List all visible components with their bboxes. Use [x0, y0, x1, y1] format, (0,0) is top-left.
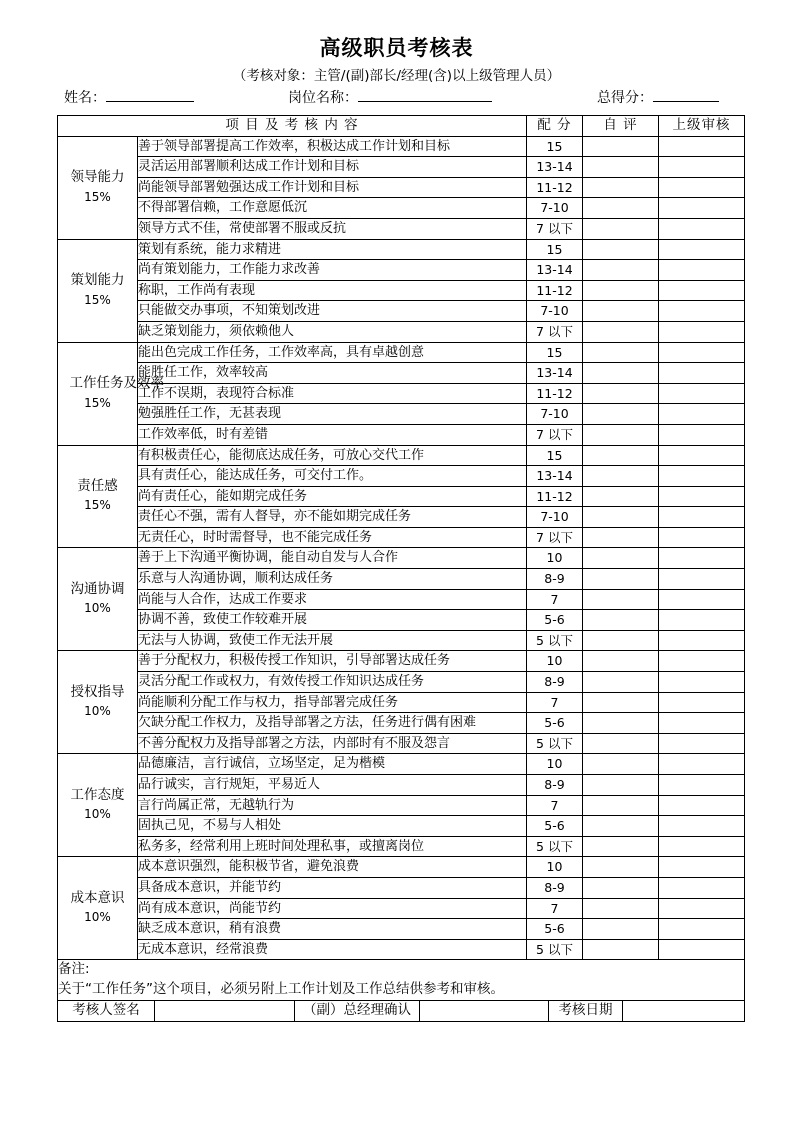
criterion-description: 尚能领导部署勉强达成工作计划和目标 [138, 177, 527, 198]
assessment-date-label: 考核日期 [549, 1001, 623, 1022]
criterion-description: 工作不误期，表现符合标准 [138, 383, 527, 404]
self-eval-cell[interactable] [583, 198, 659, 219]
criterion-description: 缺乏成本意识，稍有浪费 [138, 919, 527, 940]
table-row [58, 754, 745, 775]
category-weight: 15% [84, 395, 111, 410]
table-row [58, 877, 745, 898]
criterion-score: 5 以下 [527, 939, 583, 960]
table-row [58, 342, 745, 363]
criterion-score: 5 以下 [527, 630, 583, 651]
superior-review-cell[interactable] [659, 630, 745, 651]
criterion-description: 协调不善，致使工作较难开展 [138, 610, 527, 631]
criterion-score: 8-9 [527, 569, 583, 590]
superior-review-cell[interactable] [659, 733, 745, 754]
criterion-description: 善于分配权力，积极传授工作知识，引导部署达成任务 [138, 651, 527, 672]
superior-review-cell[interactable] [659, 857, 745, 878]
self-eval-cell[interactable] [583, 836, 659, 857]
superior-review-cell[interactable] [659, 610, 745, 631]
criterion-score: 15 [527, 239, 583, 260]
table-row [58, 486, 745, 507]
category-cell [58, 136, 138, 239]
criterion-description: 称职，工作尚有表现 [138, 280, 527, 301]
criterion-description: 灵活分配工作或权力，有效传授工作知识达成任务 [138, 672, 527, 693]
criterion-description: 无成本意识，经常浪费 [138, 939, 527, 960]
self-eval-cell[interactable] [583, 548, 659, 569]
superior-review-cell[interactable] [659, 569, 745, 590]
table-row [58, 610, 745, 631]
criterion-score: 10 [527, 754, 583, 775]
self-eval-cell[interactable] [583, 260, 659, 281]
superior-review-cell[interactable] [659, 445, 745, 466]
header-item: 项 目 及 考 核 内 容 [58, 116, 527, 137]
table-row [58, 836, 745, 857]
category-weight: 10% [84, 601, 111, 616]
table-row [58, 218, 745, 239]
criterion-score: 7-10 [527, 198, 583, 219]
table-row [58, 630, 745, 651]
criterion-score: 15 [527, 342, 583, 363]
category-name: 工作态度 [70, 786, 125, 803]
category-name: 授权指导 [70, 683, 125, 700]
criterion-score: 10 [527, 548, 583, 569]
category-name: 工作任务及效率 [69, 374, 164, 391]
table-row [58, 857, 745, 878]
superior-review-cell[interactable] [659, 816, 745, 837]
superior-review-cell[interactable] [659, 548, 745, 569]
criterion-score: 7-10 [527, 507, 583, 528]
superior-review-cell[interactable] [659, 898, 745, 919]
superior-review-cell[interactable] [659, 321, 745, 342]
superior-review-cell[interactable] [659, 198, 745, 219]
category-cell [58, 445, 138, 548]
self-eval-cell[interactable] [583, 445, 659, 466]
form-title: 高级职员考核表 [319, 36, 474, 60]
self-eval-cell[interactable] [583, 466, 659, 487]
self-eval-cell[interactable] [583, 939, 659, 960]
category-weight: 15% [84, 292, 111, 307]
superior-review-cell[interactable] [659, 919, 745, 940]
criterion-description: 工作效率低，时有差错 [138, 424, 527, 445]
table-row [58, 672, 745, 693]
table-row [58, 301, 745, 322]
table-row [58, 280, 745, 301]
superior-review-cell[interactable] [659, 404, 745, 425]
criterion-score: 11-12 [527, 177, 583, 198]
criterion-description: 能胜任工作，效率较高 [138, 363, 527, 384]
superior-review-cell[interactable] [659, 157, 745, 178]
self-eval-cell[interactable] [583, 610, 659, 631]
criterion-score: 8-9 [527, 877, 583, 898]
category-weight: 10% [84, 704, 111, 719]
table-row [58, 177, 745, 198]
criterion-description: 勉强胜任工作，无甚表现 [138, 404, 527, 425]
criterion-description: 尚有责任心，能如期完成任务 [138, 486, 527, 507]
total-score-input-line[interactable] [653, 86, 719, 102]
self-eval-cell[interactable] [583, 630, 659, 651]
category-cell [58, 754, 138, 857]
header-self-eval: 自 评 [583, 116, 659, 137]
superior-review-cell[interactable] [659, 466, 745, 487]
self-eval-cell[interactable] [583, 816, 659, 837]
criterion-description: 品德廉洁，言行诚信，立场坚定，足为楷模 [138, 754, 527, 775]
table-row [58, 795, 745, 816]
self-eval-cell[interactable] [583, 733, 659, 754]
criterion-score: 13-14 [527, 260, 583, 281]
position-input-line[interactable] [358, 86, 492, 102]
self-eval-cell[interactable] [583, 795, 659, 816]
superior-review-cell[interactable] [659, 239, 745, 260]
name-field [64, 86, 194, 106]
table-row [58, 816, 745, 837]
position-label: 岗位名称： [288, 90, 358, 106]
self-eval-cell[interactable] [583, 713, 659, 734]
superior-review-cell[interactable] [659, 836, 745, 857]
criterion-description: 具有责任心，能达成任务，可交付工作。 [138, 466, 527, 487]
self-eval-cell[interactable] [583, 280, 659, 301]
self-eval-cell[interactable] [583, 239, 659, 260]
criterion-description: 能出色完成工作任务，工作效率高，具有卓越创意 [138, 342, 527, 363]
signature-row [58, 1001, 745, 1022]
criterion-score: 7 [527, 795, 583, 816]
criterion-score: 11-12 [527, 383, 583, 404]
superior-review-cell[interactable] [659, 713, 745, 734]
signature-table [57, 1000, 745, 1022]
table-row [58, 260, 745, 281]
category-cell [58, 342, 164, 445]
criterion-description: 有积极责任心，能彻底达成任务，可放心交代工作 [138, 445, 527, 466]
category-weight: 15% [84, 498, 111, 513]
self-eval-cell[interactable] [583, 569, 659, 590]
table-row [58, 919, 745, 940]
criterion-description: 无法与人协调，致使工作无法开展 [138, 630, 527, 651]
self-eval-cell[interactable] [583, 775, 659, 796]
criterion-score: 15 [527, 136, 583, 157]
superior-review-cell[interactable] [659, 280, 745, 301]
table-row [58, 445, 745, 466]
superior-review-cell[interactable] [659, 754, 745, 775]
superior-review-cell[interactable] [659, 301, 745, 322]
criterion-description: 尚有成本意识，尚能节约 [138, 898, 527, 919]
superior-review-cell[interactable] [659, 775, 745, 796]
criterion-score: 8-9 [527, 775, 583, 796]
criterion-description: 不善分配权力及指导部署之方法，内部时有不服及怨言 [138, 733, 527, 754]
criterion-score: 10 [527, 651, 583, 672]
table-row [58, 404, 745, 425]
criterion-description: 无责任心，时时需督导，也不能完成任务 [138, 527, 527, 548]
total-score-label: 总得分： [597, 90, 653, 106]
criterion-score: 5-6 [527, 919, 583, 940]
self-eval-cell[interactable] [583, 342, 659, 363]
table-row [58, 569, 745, 590]
superior-review-cell[interactable] [659, 692, 745, 713]
table-row [58, 548, 745, 569]
notes-row [58, 960, 745, 1000]
criterion-description: 善于上下沟通平衡协调，能自动自发与人合作 [138, 548, 527, 569]
self-eval-cell[interactable] [583, 424, 659, 445]
criterion-description: 只能做交办事项，不知策划改进 [138, 301, 527, 322]
criterion-score: 7 [527, 692, 583, 713]
criterion-score: 5-6 [527, 610, 583, 631]
self-eval-cell[interactable] [583, 507, 659, 528]
table-row [58, 507, 745, 528]
self-eval-cell[interactable] [583, 177, 659, 198]
criterion-score: 11-12 [527, 280, 583, 301]
superior-review-cell[interactable] [659, 507, 745, 528]
table-row [58, 898, 745, 919]
criterion-description: 不得部署信赖，工作意愿低沉 [138, 198, 527, 219]
self-eval-cell[interactable] [583, 857, 659, 878]
self-eval-cell[interactable] [583, 692, 659, 713]
superior-review-cell[interactable] [659, 218, 745, 239]
criterion-score: 7 以下 [527, 424, 583, 445]
criterion-score: 10 [527, 857, 583, 878]
criterion-description: 乐意与人沟通协调，顺利达成任务 [138, 569, 527, 590]
superior-review-cell[interactable] [659, 363, 745, 384]
table-row [58, 424, 745, 445]
category-name: 成本意识 [70, 889, 125, 906]
superior-review-cell[interactable] [659, 527, 745, 548]
superior-review-cell[interactable] [659, 177, 745, 198]
assessment-date-cell[interactable] [623, 1001, 745, 1022]
self-eval-cell[interactable] [583, 672, 659, 693]
criterion-description: 缺乏策划能力，须依赖他人 [138, 321, 527, 342]
position-field [288, 86, 492, 106]
table-row [58, 466, 745, 487]
criterion-score: 13-14 [527, 363, 583, 384]
gm-confirm-label: （副）总经理确认 [295, 1001, 420, 1022]
criterion-description: 尚有策划能力，工作能力求改善 [138, 260, 527, 281]
name-input-line[interactable] [106, 86, 194, 102]
self-eval-cell[interactable] [583, 898, 659, 919]
criterion-description: 品行诚实，言行规矩，平易近人 [138, 775, 527, 796]
header-superior-review: 上级审核 [659, 116, 745, 137]
assessor-signature-label: 考核人签名 [58, 1001, 155, 1022]
superior-review-cell[interactable] [659, 589, 745, 610]
criterion-description: 固执己见，不易与人相处 [138, 816, 527, 837]
header-score: 配 分 [527, 116, 583, 137]
self-eval-cell[interactable] [583, 321, 659, 342]
form-subtitle: （考核对象：主管/(副)部长/经理(含)以上级管理人员） [232, 68, 561, 84]
table-row [58, 321, 745, 342]
criterion-score: 15 [527, 445, 583, 466]
gm-confirm-cell[interactable] [420, 1001, 549, 1022]
table-row [58, 383, 745, 404]
category-cell [58, 239, 138, 342]
criterion-score: 5-6 [527, 713, 583, 734]
criterion-description: 言行尚属正常，无越轨行为 [138, 795, 527, 816]
table-row [58, 939, 745, 960]
superior-review-cell[interactable] [659, 939, 745, 960]
criterion-description: 私务多，经常利用上班时间处理私事，或擅离岗位 [138, 836, 527, 857]
criterion-score: 7-10 [527, 404, 583, 425]
self-eval-cell[interactable] [583, 136, 659, 157]
self-eval-cell[interactable] [583, 218, 659, 239]
notes-text: 关于“工作任务”这个项目，必须另附上工作计划及工作总结供参考和审核。 [58, 980, 504, 997]
criterion-description: 责任心不强，需有人督导，亦不能如期完成任务 [138, 507, 527, 528]
self-eval-cell[interactable] [583, 754, 659, 775]
superior-review-cell[interactable] [659, 877, 745, 898]
criterion-description: 成本意识强烈，能积极节省，避免浪费 [138, 857, 527, 878]
table-row [58, 527, 745, 548]
criterion-score: 13-14 [527, 157, 583, 178]
criterion-score: 7 以下 [527, 218, 583, 239]
criterion-description: 善于领导部署提高工作效率，积极达成工作计划和目标 [138, 136, 527, 157]
table-row [58, 713, 745, 734]
criterion-description: 具备成本意识，并能节约 [138, 877, 527, 898]
criterion-score: 7 以下 [527, 527, 583, 548]
criterion-description: 灵活运用部署顺利达成工作计划和目标 [138, 157, 527, 178]
category-cell [58, 548, 138, 651]
superior-review-cell[interactable] [659, 424, 745, 445]
self-eval-cell[interactable] [583, 404, 659, 425]
table-row [58, 651, 745, 672]
superior-review-cell[interactable] [659, 651, 745, 672]
self-eval-cell[interactable] [583, 383, 659, 404]
assessor-signature-cell[interactable] [155, 1001, 295, 1022]
category-weight: 10% [84, 910, 111, 925]
criterion-description: 尚能与人合作，达成工作要求 [138, 589, 527, 610]
name-label: 姓名： [64, 90, 106, 106]
table-row [58, 692, 745, 713]
criterion-score: 7 [527, 898, 583, 919]
superior-review-cell[interactable] [659, 672, 745, 693]
self-eval-cell[interactable] [583, 589, 659, 610]
criterion-score: 5-6 [527, 816, 583, 837]
table-row [58, 239, 745, 260]
category-weight: 10% [84, 807, 111, 822]
category-cell [58, 857, 138, 960]
self-eval-cell[interactable] [583, 301, 659, 322]
criterion-score: 11-12 [527, 486, 583, 507]
total-score-field [597, 86, 719, 106]
criterion-score: 7 以下 [527, 321, 583, 342]
criterion-score: 7-10 [527, 301, 583, 322]
criterion-score: 13-14 [527, 466, 583, 487]
superior-review-cell[interactable] [659, 260, 745, 281]
category-name: 领导能力 [70, 168, 125, 185]
category-name: 责任感 [77, 477, 118, 494]
table-row [58, 775, 745, 796]
self-eval-cell[interactable] [583, 527, 659, 548]
table-header-row [58, 116, 745, 137]
criterion-description: 策划有系统，能力求精进 [138, 239, 527, 260]
category-name: 策划能力 [70, 271, 125, 288]
criterion-score: 5 以下 [527, 836, 583, 857]
table-row [58, 157, 745, 178]
notes-label: 备注: [58, 961, 90, 978]
table-row [58, 363, 745, 384]
table-row [58, 198, 745, 219]
criterion-score: 5 以下 [527, 733, 583, 754]
superior-review-cell[interactable] [659, 136, 745, 157]
superior-review-cell[interactable] [659, 383, 745, 404]
superior-review-cell[interactable] [659, 795, 745, 816]
criterion-score: 8-9 [527, 672, 583, 693]
notes-cell [58, 960, 745, 1000]
category-name: 沟通协调 [70, 580, 125, 597]
criterion-score: 7 [527, 589, 583, 610]
self-eval-cell[interactable] [583, 486, 659, 507]
category-cell [58, 651, 138, 754]
superior-review-cell[interactable] [659, 342, 745, 363]
table-row [58, 733, 745, 754]
criterion-description: 尚能顺利分配工作与权力，指导部署完成任务 [138, 692, 527, 713]
evaluation-table [57, 115, 745, 1001]
table-row [58, 136, 745, 157]
self-eval-cell[interactable] [583, 651, 659, 672]
superior-review-cell[interactable] [659, 486, 745, 507]
category-weight: 15% [84, 189, 111, 204]
self-eval-cell[interactable] [583, 919, 659, 940]
criterion-description: 领导方式不佳，常使部署不服或反抗 [138, 218, 527, 239]
criterion-description: 欠缺分配工作权力，及指导部署之方法，任务进行偶有困难 [138, 713, 527, 734]
self-eval-cell[interactable] [583, 877, 659, 898]
self-eval-cell[interactable] [583, 363, 659, 384]
self-eval-cell[interactable] [583, 157, 659, 178]
table-row [58, 589, 745, 610]
